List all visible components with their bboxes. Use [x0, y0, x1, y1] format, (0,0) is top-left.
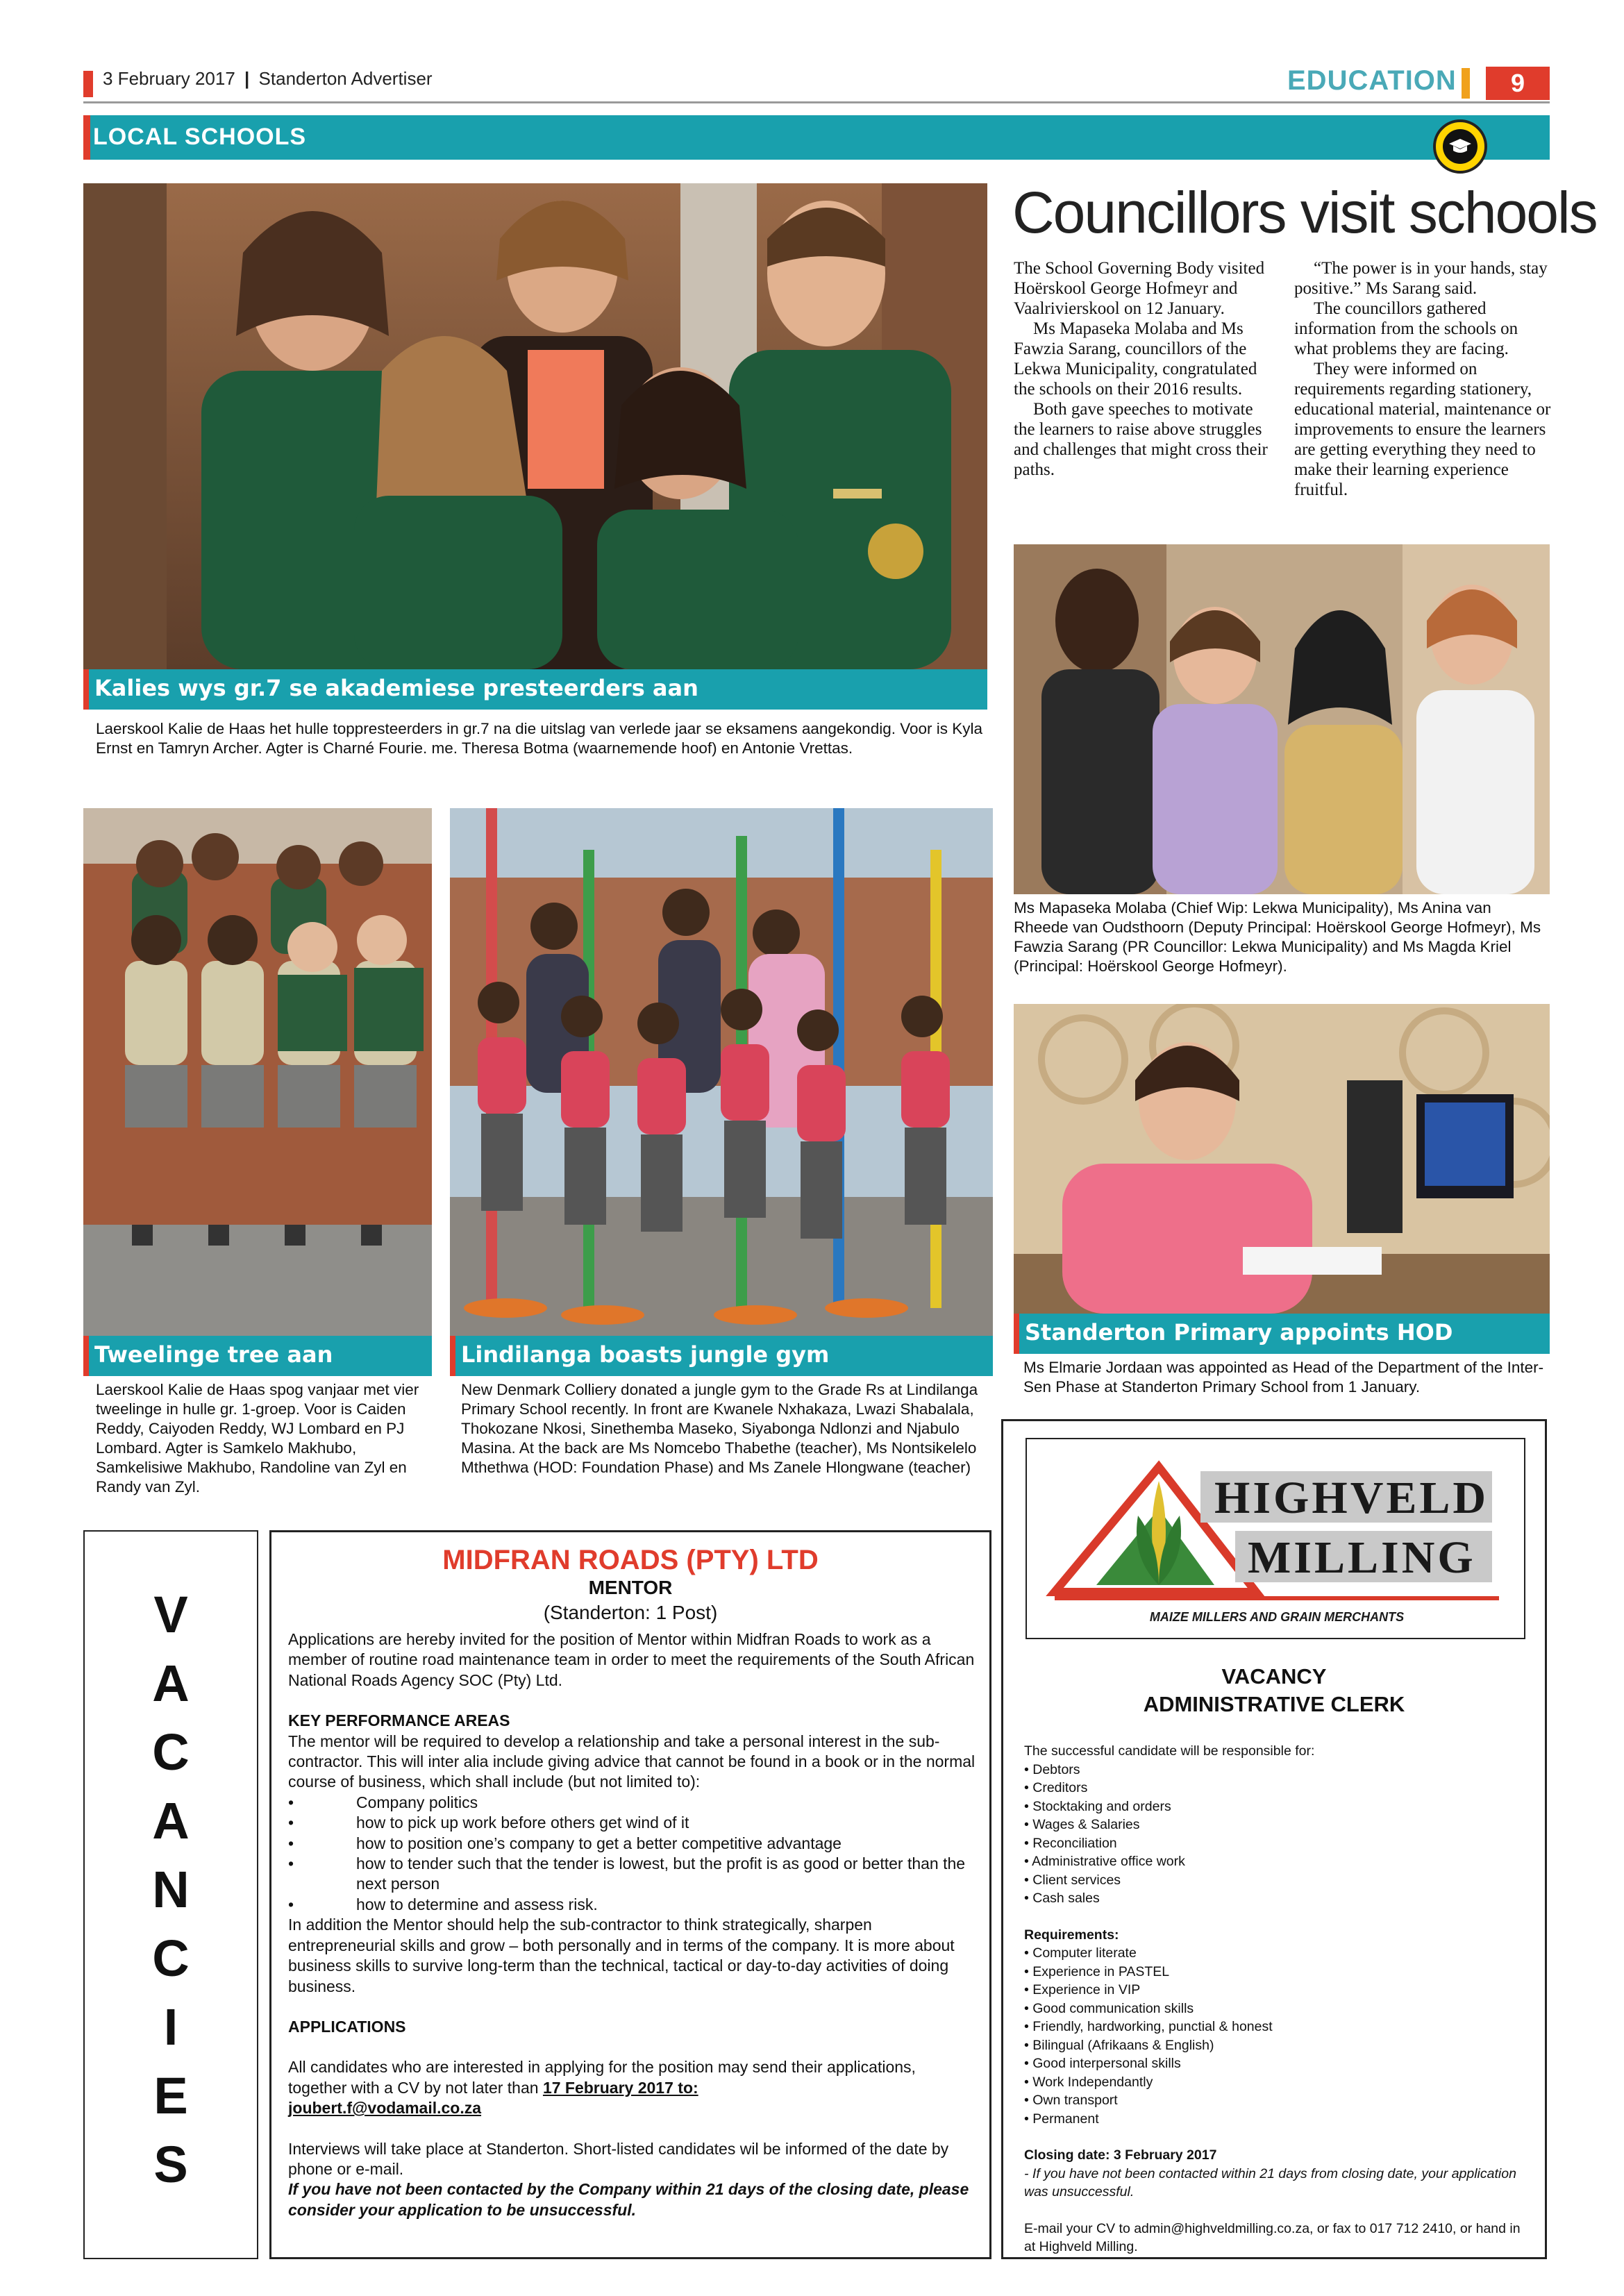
highveld-requirement: • Good communication skills	[1024, 2000, 1524, 2018]
midfran-location: (Standerton: 1 Post)	[543, 1602, 718, 1623]
highveld-requirement: • Work Independantly	[1024, 2073, 1524, 2092]
highveld-requirement: • Friendly, hardworking, punctial & honest	[1024, 2018, 1524, 2036]
tweelinge-heading-bar	[83, 1336, 432, 1376]
photo-tweelinge-twins	[83, 808, 432, 1336]
kalies-heading-red-edge	[83, 669, 89, 710]
midfran-kpa-item-text: how to pick up work before others get wind of it	[356, 1813, 689, 1832]
photo-kalies-group	[83, 183, 987, 669]
lindilanga-heading-red-edge	[450, 1336, 455, 1376]
highveld-duty: • Cash sales	[1024, 1889, 1524, 1908]
highveld-duty: • Reconciliation	[1024, 1834, 1524, 1853]
highveld-requirement: • Experience in PASTEL	[1024, 1963, 1524, 1981]
vacancies-letter: V	[153, 1586, 188, 1643]
kalies-heading: Kalies wys gr.7 se akademiese presteerders aan	[94, 675, 698, 701]
highveld-requirement: • Computer literate	[1024, 1944, 1524, 1963]
midfran-kpa-item: • Company politics	[288, 1793, 976, 1813]
tweelinge-heading-red-edge	[83, 1336, 89, 1376]
midfran-advert	[269, 1530, 991, 2259]
midfran-applications-paragraph	[288, 2057, 976, 2118]
highveld-duty: • Client services	[1024, 1871, 1524, 1890]
highveld-body	[1024, 1742, 1524, 2256]
header-date: 3 February 2017	[103, 68, 235, 89]
standerton-heading-bar	[1014, 1314, 1550, 1354]
article-col2-para: The councillors gathered information from the schools on what problems they are facing.	[1294, 299, 1518, 358]
page-number: 9	[1486, 67, 1550, 100]
lindilanga-heading: Lindilanga boasts jungle gym	[461, 1341, 830, 1368]
lindilanga-heading-bar	[450, 1336, 993, 1376]
local-schools-label: LOCAL SCHOOLS	[93, 124, 307, 150]
kalies-heading-bar	[83, 669, 987, 710]
midfran-deadline: 17 February 2017 to:	[542, 2078, 698, 2097]
highveld-requirement: • Permanent	[1024, 2110, 1524, 2129]
graduation-cap-icon	[1433, 119, 1487, 174]
article-column-2	[1294, 258, 1551, 500]
highveld-intro: The successful candidate will be responsible for:	[1024, 1743, 1315, 1759]
article-headline: Councillors visit schools	[1012, 180, 1597, 245]
highveld-duties-list	[1024, 1761, 1524, 1908]
midfran-kpa-item-text: how to position one’s company to get a better competitive advantage	[356, 1834, 842, 1852]
highveld-requirement: • Own transport	[1024, 2091, 1524, 2110]
vacancies-letter: C	[152, 1723, 190, 1781]
tweelinge-caption: Laerskool Kalie de Haas spog vanjaar met vier tweelinge in hulle gr. 1-groep. Voor is Caiden Reddy, Caiyoden Reddy, WJ Lombard en PJ Lombard. Agter is Samkelo Makhubo, Samkelisiwe Makhubo, Randoline van Zyl en Randy van Zyl.	[96, 1381, 419, 1495]
header-red-marker	[83, 71, 93, 97]
photo-lindilanga-jungle-gym	[450, 808, 993, 1336]
highveld-requirement: • Good interpersonal skills	[1024, 2054, 1524, 2073]
article-col2-para: They were informed on requirements regarding stationery, educational material, maintenance or improvements to ensure the learners are getting everything they need to make their learning experience fruitful.	[1294, 360, 1551, 499]
midfran-kpa-item-text: how to determine and assess risk.	[356, 1895, 598, 1913]
vacancies-letter: A	[152, 1792, 190, 1850]
highveld-title-vacancy: VACANCY	[1221, 1664, 1327, 1689]
highveld-logo-line2: MILLING	[1248, 1532, 1476, 1583]
header-rule	[83, 101, 1550, 103]
midfran-intro: Applications are hereby invited for the position of Mentor within Midfran Roads to work as a member of routine road maintenance team in order to meet the requirements of the South African National Roads Agency SOC (Pty) Ltd.	[288, 1630, 975, 1689]
article-col1-para: The School Governing Body visited Hoërskool George Hofmeyr and Vaalrivierskool on 12 January.	[1014, 259, 1265, 318]
header-publication: Standerton Advertiser	[258, 68, 433, 89]
tweelinge-heading: Tweelinge tree aan	[94, 1341, 333, 1368]
highveld-requirements-list	[1024, 1944, 1524, 2128]
highveld-logo	[1026, 1438, 1525, 1639]
highveld-title-position: ADMINISTRATIVE CLERK	[1143, 1692, 1405, 1716]
highveld-requirement: • Bilingual (Afrikaans & English)	[1024, 2036, 1524, 2055]
midfran-closing-note: If you have not been contacted by the Company within 21 days of the closing date, please consider your application to be unsuccessful.	[288, 2180, 969, 2219]
midfran-company: MIDFRAN ROADS (PTY) LTD	[442, 1545, 819, 1575]
section-accent-bar	[1462, 68, 1470, 99]
highveld-note: - If you have not been contacted within 21 days from closing date, your application was unsuccessful.	[1024, 2165, 1516, 2199]
standerton-caption: Ms Elmarie Jordaan was appointed as Head of the Department of the Inter-Sen Phase at Standerton Primary School from 1 January.	[1023, 1359, 1544, 1396]
article-col1-para: Ms Mapaseka Molaba and Ms Fawzia Sarang, councillors of the Lekwa Municipality, congratulated the schools on their 2016 results.	[1014, 319, 1257, 399]
highveld-logo-tagline: MAIZE MILLERS AND GRAIN MERCHANTS	[1149, 1610, 1405, 1624]
section-bar-red-edge	[83, 115, 90, 160]
section-name: EDUCATION	[1287, 65, 1457, 96]
kalies-caption: Laerskool Kalie de Haas het hulle toppresteerders in gr.7 na die uitslag van verlede jaar se eksamens aangekondig. Voor is Kyla Ernst en Tamryn Archer. Agter is Charné Fourie. me. Theresa Botma (waarnemende hoof) en Antonie Vrettas.	[96, 720, 983, 757]
lindilanga-caption: New Denmark Colliery donated a jungle gym to the Grade Rs at Lindilanga Primary School recently. In front are Kwanele Nxhakaza, Lwazi Shabalala, Thokozane Nkosi, Sinethemba Maseko, Siyabonga Ndlonzi and Njabulo Masina. At the back are Ms Nomcebo Thabethe (teacher), Ms Nontsikelelo Mthethwa (HOD: Foundation Phase) and Ms Zanele Hlongwane (teacher)	[461, 1381, 978, 1476]
midfran-kpa-item-text: how to tender such that the tender is lowest, but the profit is as good or better than the next person	[356, 1854, 966, 1893]
local-schools-bar	[83, 115, 1550, 160]
midfran-kpa-text: The mentor will be required to develop a relationship and take a personal interest in the sub-contractor. This will inter alia include giving advice that cannot be found in a book or in the normal course of business, which shall include (but not limited to):	[288, 1732, 976, 1791]
midfran-kpa-heading: KEY PERFORMANCE AREAS	[288, 1711, 510, 1730]
vacancies-letter: C	[152, 1929, 190, 1987]
highveld-milling-advert	[1001, 1419, 1547, 2259]
midfran-email-link[interactable]: joubert.f@vodamail.co.za	[288, 2099, 482, 2118]
vacancies-letter: E	[153, 2067, 188, 2125]
photo-standerton-hod	[1014, 1004, 1550, 1314]
highveld-duty: • Debtors	[1024, 1761, 1524, 1779]
vacancies-letter: N	[152, 1861, 190, 1918]
midfran-kpa-item: • how to tender such that the tender is lowest, but the profit is as good or better than the next person	[288, 1854, 976, 1895]
midfran-interviews: Interviews will take place at Standerton. Short-listed candidates wil be informed of the date by phone or e-mail.	[288, 2139, 949, 2178]
highveld-duty: • Creditors	[1024, 1779, 1524, 1798]
standerton-heading: Standerton Primary appoints HOD	[1025, 1319, 1453, 1346]
councillors-photo-caption: Ms Mapaseka Molaba (Chief Wip: Lekwa Municipality), Ms Anina van Rheede van Oudsthoorn (Deputy Principal: Hoërskool George Hofmeyr), Ms Fawzia Sarang (PR Councillor: Lekwa Municipality) and Ms Magda Kriel (Principal: Hoërskool George Hofmeyr).	[1014, 899, 1541, 975]
vacancies-banner	[83, 1530, 258, 2259]
standerton-heading-red-edge	[1014, 1314, 1019, 1354]
midfran-kpa-item: • how to position one’s company to get a better competitive advantage	[288, 1834, 976, 1854]
photo-councillors-women	[1014, 544, 1550, 894]
header-separator: |	[244, 68, 250, 89]
article-col1-para: Both gave speeches to motivate the learners to raise above struggles and challenges that might cross their paths.	[1014, 400, 1268, 479]
highveld-duty: • Administrative office work	[1024, 1852, 1524, 1871]
midfran-kpa-after: In addition the Mentor should help the sub-contractor to think strategically, sharpen entrepreneurial skills and grow – both personally and in terms of the company. It is more about business skills to survive long-term than the technical, tactical or day-to-day activities of doing business.	[288, 1916, 955, 1995]
highveld-closing-date: Closing date: 3 February 2017	[1024, 2147, 1217, 2163]
highveld-contact: E-mail your CV to admin@highveldmilling.co.za, or fax to 017 712 2410, or hand in at Highveld Milling.	[1024, 2220, 1521, 2254]
vacancies-letter: I	[163, 1998, 178, 2056]
vacancies-letter: A	[152, 1654, 190, 1712]
midfran-applications-text: All candidates who are interested in applying for the position may send their applications, together with a CV by not later than	[288, 2058, 916, 2097]
article-column-1	[1014, 258, 1273, 480]
midfran-body	[288, 1629, 976, 2220]
midfran-applications-heading: APPLICATIONS	[288, 2017, 406, 2036]
header-dateline	[103, 68, 433, 90]
vacancies-letter: S	[153, 2136, 188, 2193]
highveld-req-heading: Requirements:	[1024, 1927, 1119, 1943]
highveld-logo-line1: HIGHVELD	[1214, 1473, 1489, 1523]
highveld-duty: • Wages & Salaries	[1024, 1816, 1524, 1834]
highveld-requirement: • Experience in VIP	[1024, 1981, 1524, 2000]
highveld-duty: • Stocktaking and orders	[1024, 1798, 1524, 1816]
midfran-kpa-item: • how to pick up work before others get wind of it	[288, 1813, 976, 1833]
midfran-position: MENTOR	[588, 1577, 673, 1598]
midfran-kpa-item: • how to determine and assess risk.	[288, 1895, 976, 1915]
midfran-kpa-item-text: Company politics	[356, 1793, 478, 1811]
article-col2-para: “The power is in your hands, stay positive.” Ms Sarang said.	[1294, 259, 1548, 298]
